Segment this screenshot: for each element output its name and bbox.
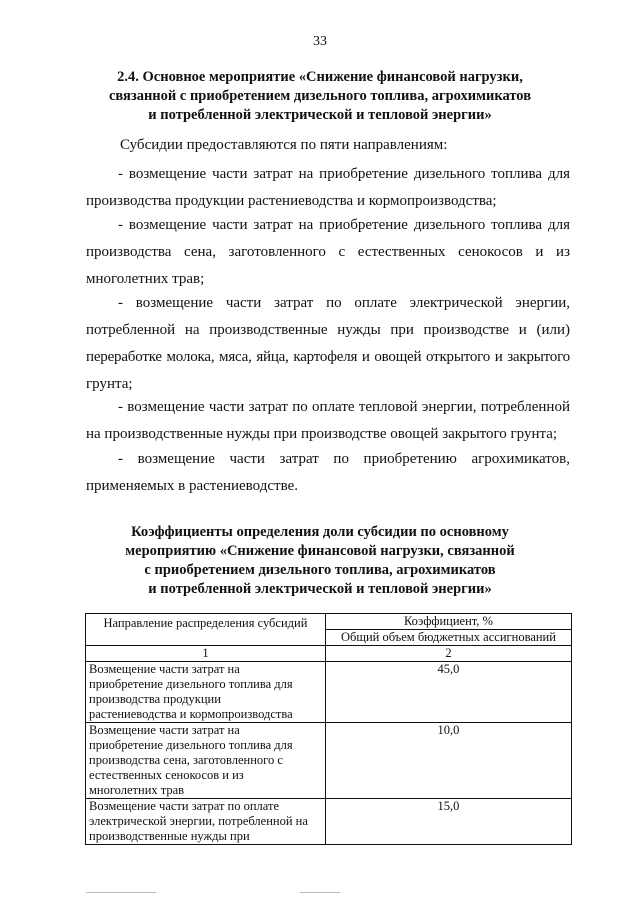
cell-line: электрической энергии, потребленной на (89, 814, 308, 828)
list-item-line: многолетних трав; (86, 271, 205, 287)
list-item (86, 161, 570, 215)
page-number: 33 (313, 34, 327, 49)
scan-artifact-line (86, 892, 156, 893)
table-heading (60, 523, 580, 599)
cell-line: производства сена, заготовленного с (89, 753, 283, 767)
cell-line: приобретение дизельного топлива для (89, 738, 293, 752)
list-item-line: производства продукции растениеводства и кормопроизводства; (86, 193, 497, 209)
list-item (86, 394, 570, 448)
list-item-line: - возмещение части затрат по приобретению агрохимикатов, (118, 451, 570, 467)
col-number: 2 (325, 646, 571, 662)
list-item-line: - возмещение части затрат по оплате тепловой энергии, потребленной (118, 399, 570, 415)
scan-artifact-line (300, 892, 340, 893)
list-item-line: на производственные нужды при производстве овощей закрытого грунта; (86, 426, 558, 442)
list-item (86, 446, 570, 500)
direction-cell (86, 723, 326, 799)
list-item-line: - возмещение части затрат на приобретение дизельного топлива для (118, 166, 570, 182)
table-row (86, 662, 572, 723)
col2-subheader: Общий объем бюджетных ассигнований (325, 630, 571, 646)
col-number: 1 (86, 646, 326, 662)
list-item-line: - возмещение части затрат по оплате электрической энергии, (118, 295, 570, 311)
cell-line: многолетних трав (89, 783, 185, 797)
table-row (86, 799, 572, 845)
cell-line: растениеводства и кормопроизводства (89, 707, 293, 721)
table-heading-line: Коэффициенты определения доли субсидии по основному (131, 524, 509, 540)
table-heading-line: и потребленной электрической и тепловой энергии» (148, 581, 492, 597)
cell-line: приобретение дизельного топлива для (89, 677, 293, 691)
cell-line: естественных сенокосов и из (89, 768, 244, 782)
coefficient-cell: 45,0 (325, 662, 571, 723)
section-heading-line: 2.4. Основное мероприятие «Снижение финансовой нагрузки, (117, 69, 523, 85)
section-heading-line: связанной с приобретением дизельного топлива, агрохимикатов (108, 88, 532, 104)
list-item-line: грунта; (86, 376, 133, 392)
coefficient-cell: 10,0 (325, 723, 571, 799)
coefficients-table (85, 613, 572, 845)
intro-paragraph (120, 132, 580, 159)
list-item-line: потребленной на производственные нужды при производстве и (или) (86, 322, 570, 338)
col2-header: Коэффициент, % (325, 614, 571, 630)
list-item-line: применяемых в растениеводстве. (86, 478, 298, 494)
list-item (86, 212, 570, 293)
direction-cell (86, 799, 326, 845)
section-heading (60, 68, 580, 125)
table-heading-line: с приобретением дизельного топлива, агрохимикатов (144, 562, 496, 578)
table-row (86, 723, 572, 799)
list-item-line: производства сена, заготовленного с естественных сенокосов и из (86, 244, 570, 260)
cell-line: производства продукции (89, 692, 221, 706)
col1-header: Направление распределения субсидий (86, 614, 326, 646)
direction-cell (86, 662, 326, 723)
cell-line: Возмещение части затрат на (89, 662, 240, 676)
cell-line: Возмещение части затрат на (89, 723, 240, 737)
intro-text: Субсидии предоставляются по пяти направлениям: (120, 137, 448, 153)
coefficient-cell: 15,0 (325, 799, 571, 845)
cell-line: Возмещение части затрат по оплате (89, 799, 280, 813)
list-item-line: - возмещение части затрат на приобретение дизельного топлива для (118, 217, 570, 233)
section-heading-line: и потребленной электрической и тепловой энергии» (148, 107, 492, 123)
list-item (86, 290, 570, 398)
table-heading-line: мероприятию «Снижение финансовой нагрузки, связанной (125, 543, 515, 559)
cell-line: производственные нужды при (89, 829, 250, 843)
list-item-line: переработке молока, мяса, яйца, картофеля и овощей открытого и закрытого (86, 349, 570, 365)
